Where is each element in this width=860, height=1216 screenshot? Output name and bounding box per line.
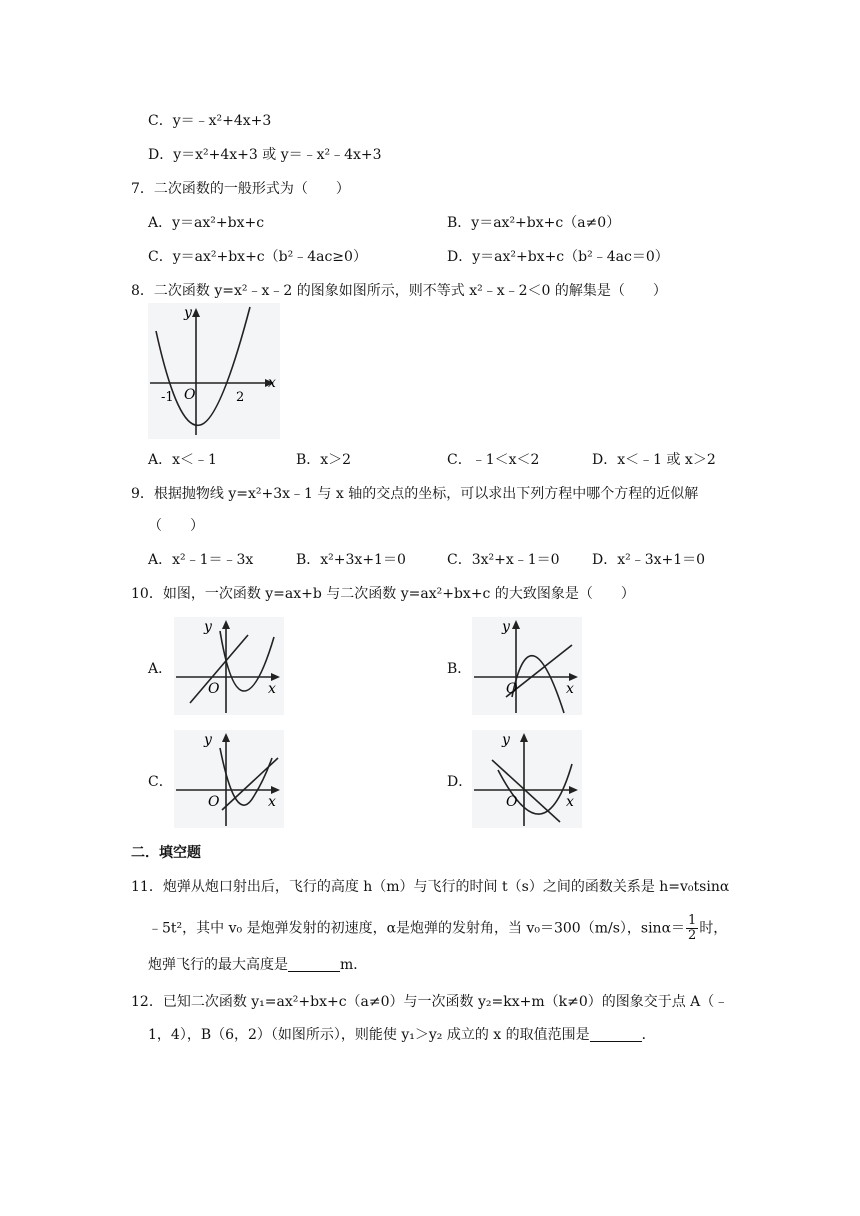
y-axis-label: y [204,619,212,635]
origin-label: O [208,681,220,697]
y-axis-label: y [502,619,510,635]
q11-line2-text: ﹣5t²，其中 v₀ 是炮弹发射的初速度，α是炮弹的发射角，当 v₀＝300（m/s），sinα＝ [148,920,686,937]
parabola-curve [220,748,272,805]
q9-option-a: A．x²﹣1＝﹣3x [148,552,254,568]
q9-stem-bracket: （ ） [148,518,204,534]
q11-line3-text: 炮弹飞行的最大高度是 [148,957,288,973]
q9-option-c: C．3x²+x﹣1＝0 [447,552,560,568]
y-axis-label: y [184,305,192,321]
q8-option-a: A．x＜﹣1 [148,452,217,468]
q10-stem: 10．如图，一次函数 y=ax+b 与二次函数 y=ax²+bx+c 的大致图象是（ ） [131,586,635,602]
fraction-one-half [686,914,698,943]
q11-line3 [148,955,367,975]
fraction-numerator: 1 [688,913,697,928]
parabola-curve [220,631,274,691]
q10-graph-d [472,730,582,828]
q8-parabola-graph [148,303,280,439]
y-axis-label: y [502,732,510,748]
q10-graph-b [472,617,582,715]
q12-line2-end: ． [641,1027,656,1043]
q12-line2 [148,1025,656,1045]
q11-line2 [148,914,727,942]
q8-stem: 8．二次函数 y=x²﹣x﹣2 的图象如图所示，则不等式 x²﹣x﹣2＜0 的解集是（ ） [131,283,667,299]
fraction-denominator: 2 [688,928,697,943]
q9-option-d: D．x²﹣3x+1＝0 [592,552,706,568]
q10-graph-a [174,617,284,715]
q9-stem: 9．根据抛物线 y=x²+3x﹣1 与 x 轴的交点的坐标，可以求出下列方程中哪个方程的近似解 [131,486,699,502]
q10-option-c-label: C． [148,774,173,790]
q7-option-b: B．y＝ax²+bx+c（a≠0） [447,215,621,231]
section-heading: 二．填空题 [131,845,201,861]
origin-label: O [184,387,196,403]
q11-unit: m． [340,957,368,973]
q8-option-c: C．﹣1＜x＜2 [447,452,540,468]
parabola-curve [512,656,564,713]
q8-option-d: D．x＜﹣1 或 x＞2 [592,452,716,468]
x-axis-label: x [268,681,276,697]
x-axis-label: x [566,794,574,810]
q11-line1: 11．炮弹从炮口射出后，飞行的高度 h（m）与飞行的时间 t（s）之间的函数关系是 h=v₀tsinα [131,879,730,895]
y-axis-arrow [192,308,200,317]
left-root-label: -1 [161,390,174,405]
origin-label: O [506,681,518,697]
q9-option-b: B．x²+3x+1＝0 [296,552,406,568]
q7-option-a: A．y＝ax²+bx+c [148,215,265,231]
x-axis-label: x [268,375,276,391]
q10-option-a-label: A． [148,661,173,677]
q10-option-d-label: D． [447,774,473,790]
origin-label: O [208,794,220,810]
q11-line2-end: 时， [699,920,728,937]
q12-line2-text: 1，4），B（6，2）（如图所示），则能使 y₁＞y₂ 成立的 x 的取值范围是 [148,1027,590,1043]
q7-stem: 7．二次函数的一般形式为（ ） [131,181,350,197]
y-axis-label: y [204,732,212,748]
q12-line1: 12．已知二次函数 y₁=ax²+bx+c（a≠0）与一次函数 y₂=kx+m（k≠0）的图象交于点 A（﹣ [131,994,729,1010]
origin-label: O [506,794,518,810]
x-axis-label: x [268,794,276,810]
answer-blank[interactable] [288,957,340,972]
line-graph [492,760,560,822]
q10-graph-c [174,730,284,828]
q6-option-c: C．y＝﹣x²+4x+3 [148,113,272,129]
q7-option-d: D．y＝ax²+bx+c（b²﹣4ac＝0） [447,249,669,265]
q8-option-b: B．x＞2 [296,452,352,468]
q6-option-d: D．y＝x²+4x+3 或 y＝﹣x²﹣4x+3 [148,147,382,163]
answer-blank[interactable] [590,1027,642,1042]
q10-option-b-label: B． [447,661,472,677]
x-axis-label: x [566,681,574,697]
right-root-label: 2 [236,390,245,405]
parabola-curve [156,307,250,425]
q7-option-c: C．y＝ax²+bx+c（b²﹣4ac≥0） [148,249,367,265]
